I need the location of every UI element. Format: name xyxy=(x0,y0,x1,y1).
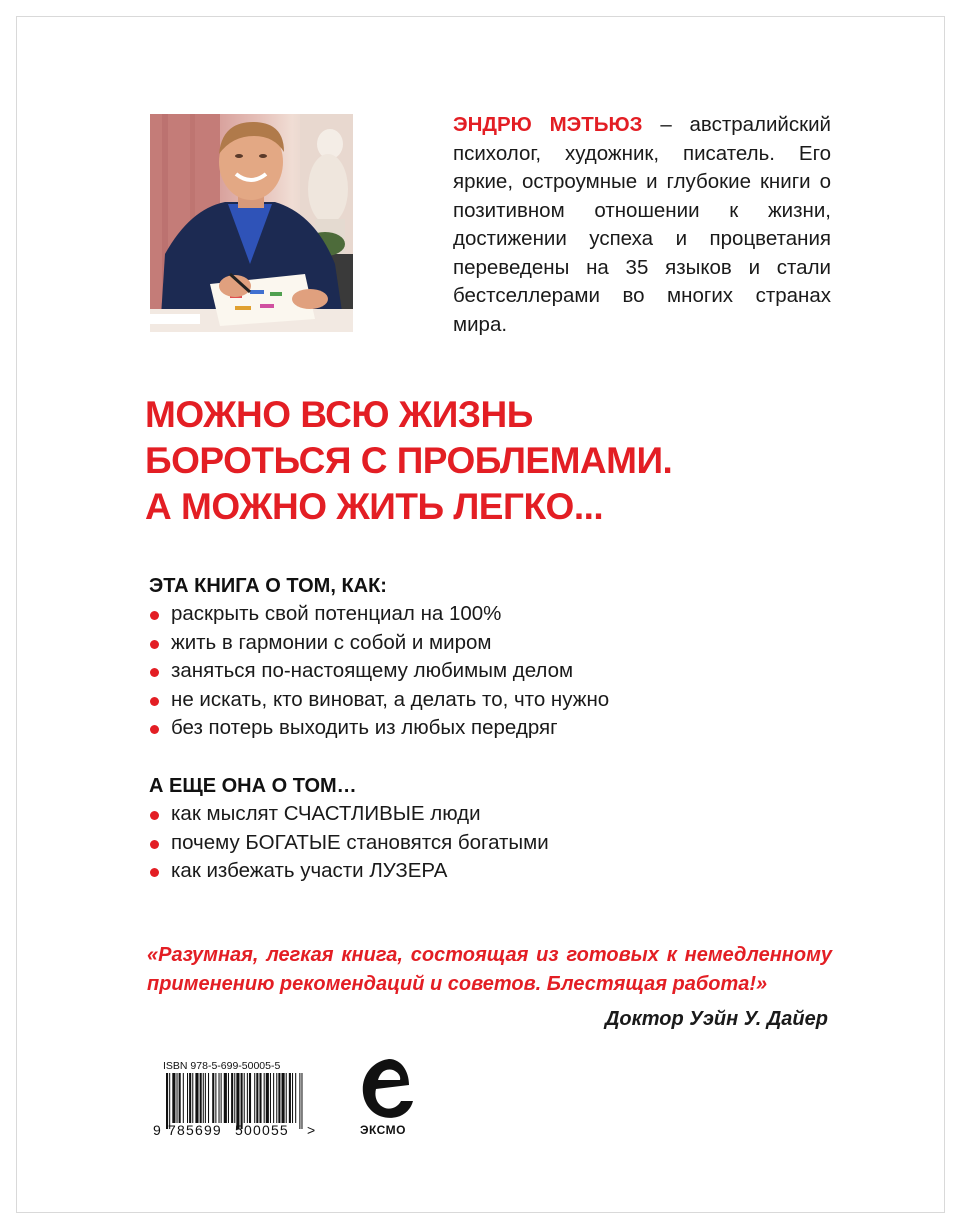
author-photo-illustration xyxy=(150,114,353,332)
barcode-digits-group-1: 785699 xyxy=(168,1122,222,1138)
barcode-bar xyxy=(179,1073,181,1123)
barcode-bar xyxy=(228,1073,229,1123)
barcode-digits-group-2: 500055 xyxy=(235,1122,289,1138)
barcode-bar xyxy=(236,1073,239,1129)
barcode-bar xyxy=(166,1073,168,1129)
headline-line-2: БОРОТЬСЯ С ПРОБЛЕМАМИ. xyxy=(145,440,673,481)
barcode-bar xyxy=(244,1073,245,1123)
author-photo xyxy=(150,114,353,332)
barcode-bar xyxy=(215,1073,216,1123)
barcode-bar xyxy=(205,1073,206,1123)
barcode-bar xyxy=(200,1073,202,1123)
barcode-bar xyxy=(224,1073,227,1123)
barcode-end-marker: > xyxy=(307,1122,316,1138)
barcode-bar xyxy=(189,1073,191,1123)
bullet-icon xyxy=(150,868,159,877)
section-2-title: А ЕЩЕ ОНА О ТОМ… xyxy=(149,775,357,797)
bullet-icon xyxy=(150,811,159,820)
barcode-bar xyxy=(273,1073,274,1123)
barcode-bar xyxy=(299,1073,300,1129)
list-item-text: раскрыть свой потенциал на 100% xyxy=(171,602,502,625)
list-item-text: не искать, кто виноват, а делать то, что нужно xyxy=(171,687,610,711)
bullet-icon xyxy=(150,668,159,677)
barcode-bar xyxy=(292,1073,293,1123)
barcode-bars xyxy=(166,1073,303,1129)
list-item xyxy=(149,600,609,629)
barcode-bar xyxy=(266,1073,269,1123)
barcode-bar xyxy=(183,1073,184,1123)
bullet-icon xyxy=(150,840,159,849)
barcode-bar xyxy=(177,1073,178,1123)
barcode-digit-first: 9 xyxy=(153,1122,161,1138)
barcode-bar xyxy=(249,1073,251,1123)
section-2-list xyxy=(149,800,549,886)
author-name: ЭНДРЮ МЭТЬЮЗ xyxy=(453,113,643,136)
barcode-bar xyxy=(282,1073,285,1123)
barcode-bar xyxy=(270,1073,271,1123)
headline-line-3: А МОЖНО ЖИТЬ ЛЕГКО... xyxy=(145,486,604,527)
list-item-text: заняться по-настоящему любимым делом xyxy=(171,659,574,682)
section-1-title: ЭТА КНИГА О ТОМ, КАК: xyxy=(149,575,387,597)
barcode-bar xyxy=(289,1073,291,1123)
barcode-bar xyxy=(221,1073,222,1123)
author-bio-text: – австралийский психолог, художник, писатель. Его яркие, остроумные и глубокие книги о позитивном отношении к жизни, достижении успеха и процветания переведены на 35 языков и стали бестселлерами во многих странах мира. xyxy=(453,113,832,336)
barcode-bar xyxy=(256,1073,258,1123)
barcode-bar xyxy=(276,1073,277,1123)
barcode-bar xyxy=(241,1073,243,1129)
review-quote: «Разумная, легкая книга, состоящая из готовых к немедленному применению рекомендаций и советов. Блестящая работа!» xyxy=(147,944,832,995)
barcode xyxy=(152,1073,322,1143)
barcode-bar xyxy=(187,1073,188,1123)
barcode-bar xyxy=(192,1073,193,1123)
barcode-bar xyxy=(278,1073,280,1123)
barcode-bar xyxy=(259,1073,261,1123)
list-item-text: почему БОГАТЫЕ становятся богатыми xyxy=(171,830,549,854)
review-author: Доктор Уэйн У. Дайер xyxy=(604,1008,828,1030)
barcode-bar xyxy=(301,1073,302,1129)
list-item xyxy=(149,714,609,743)
isbn-label: ISBN 978-5-699-50005-5 xyxy=(163,1060,281,1072)
barcode-bar xyxy=(231,1073,233,1123)
barcode-bar xyxy=(212,1073,214,1123)
barcode-bar xyxy=(286,1073,287,1123)
barcode-bar xyxy=(247,1073,248,1123)
bullet-icon xyxy=(150,611,159,620)
barcode-bar xyxy=(203,1073,204,1123)
barcode-bar xyxy=(195,1073,198,1123)
list-item-text: как избежать участи ЛУЗЕРА xyxy=(171,859,448,882)
section-1-list xyxy=(149,600,609,743)
list-item xyxy=(149,686,609,715)
list-item xyxy=(149,657,609,686)
barcode-bar xyxy=(208,1073,209,1123)
barcode-bar xyxy=(234,1073,235,1123)
barcode-bar xyxy=(169,1073,170,1129)
headline xyxy=(145,392,845,530)
barcode-bar xyxy=(264,1073,265,1123)
author-bio xyxy=(453,111,831,339)
bullet-icon xyxy=(150,725,159,734)
list-item xyxy=(149,800,549,829)
bullet-icon xyxy=(150,640,159,649)
list-item-text: жить в гармонии с собой и миром xyxy=(171,630,492,654)
publisher-name: ЭКСМО xyxy=(359,1123,407,1137)
barcode-bar xyxy=(219,1073,220,1123)
list-item-text: как мыслят СЧАСТЛИВЫЕ люди xyxy=(171,802,481,825)
list-item xyxy=(149,629,609,658)
barcode-bar xyxy=(172,1073,175,1123)
headline-line-1: МОЖНО ВСЮ ЖИЗНЬ xyxy=(145,394,533,435)
list-item xyxy=(149,857,549,886)
barcode-bar xyxy=(295,1073,296,1123)
list-item-text: без потерь выходить из любых передряг xyxy=(171,716,558,739)
barcode-bar xyxy=(254,1073,255,1123)
list-item xyxy=(149,829,549,858)
bullet-icon xyxy=(150,697,159,706)
